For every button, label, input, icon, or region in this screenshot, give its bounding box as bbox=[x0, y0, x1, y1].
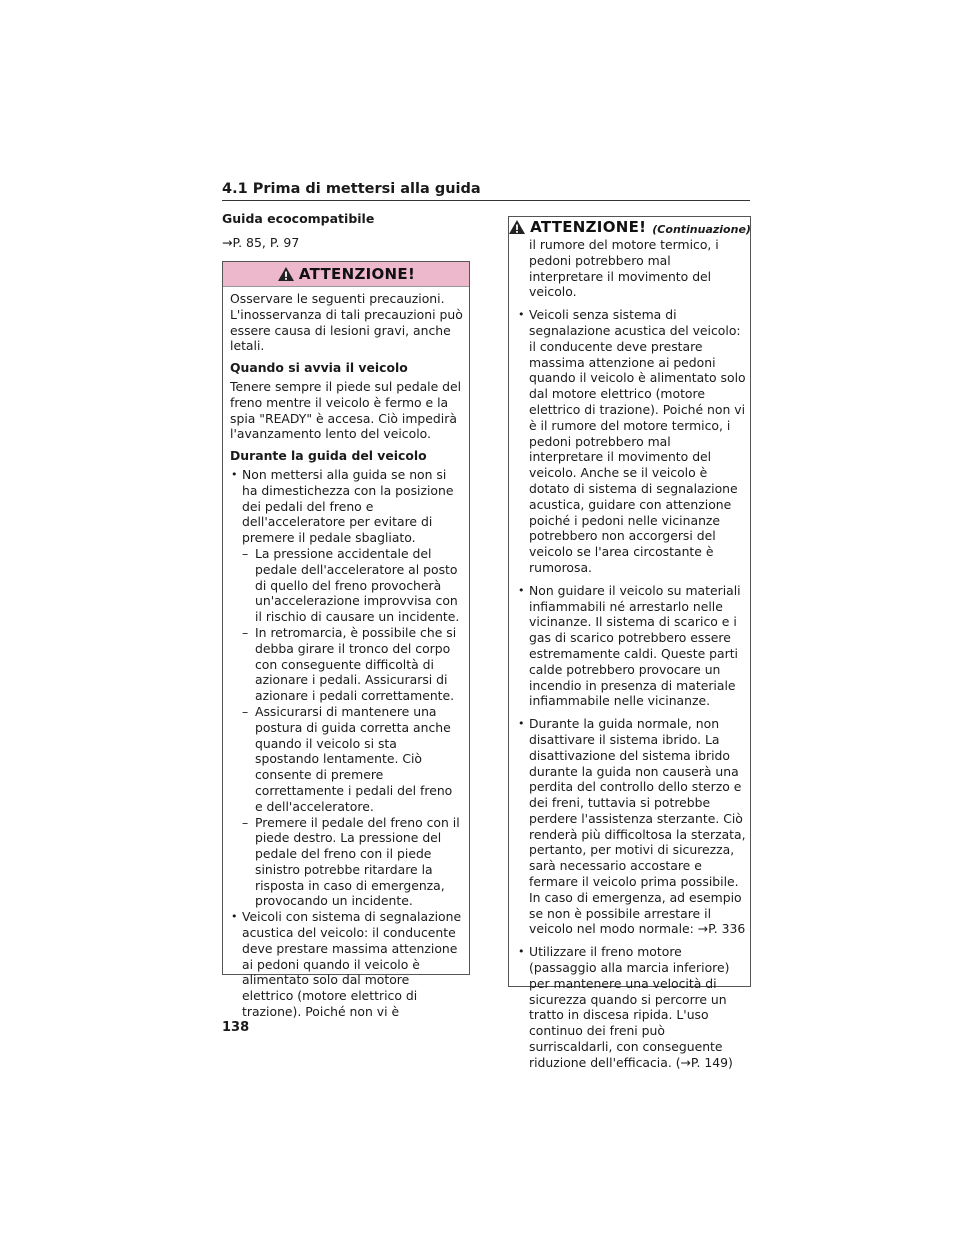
list-item: • Veicoli senza sistema di segnalazione acustica del veicolo: il conducente deve prestare massima attenzione ai pedoni quando il veicolo è alimentato solo dal motore elettrico (motore elettrico di trazione). Poiché non vi è il rumore del motore termico, i pedoni potrebbero mal interpretare il movimento del veicolo. Anche se il veicolo è dotato di sistema di segnalazione acustica, guidare con attenzione poiché i pedoni nelle vicinanze potrebbero non accorgersi del veicolo se l'area circostante è rumorosa. bbox=[517, 307, 746, 576]
dash-item: – In retromarcia, è possibile che si debba girare il tronco del corpo con conseguente difficoltà di azionare i pedali. Assicurarsi di azionare i pedali correttamente. bbox=[242, 625, 463, 704]
list-item: • Veicoli con sistema di segnalazione acustica del veicolo: il conducente deve prestare massima attenzione ai pedoni quando il veicolo è alimentato solo dal motore elettrico (motore elettrico di trazione). Poiché non vi è bbox=[230, 909, 463, 1020]
warning-body bbox=[509, 237, 750, 1082]
warning-intro: Osservare le seguenti precauzioni. L'inosservanza di tali precauzioni può essere causa di lesioni gravi, anche letali. bbox=[230, 291, 463, 354]
warning-icon bbox=[508, 219, 526, 235]
list-item: • Durante la guida normale, non disattivare il sistema ibrido. La disattivazione del sistema ibrido durante la guida non causerà una perdita del controllo dello sterzo e dei freni, tuttavia si potrebbe perdere l'assistenza sterzante. Ciò renderà più difficoltosa la sterzata, pertanto, per motivi di sicurezza, sarà necessario accostare e fermare il veicolo prima possibile. In caso di emergenza, ad esempio se non è possibile arrestare il veicolo nel modo normale: →P. 336 bbox=[517, 716, 746, 937]
list-item: • Non guidare il veicolo su materiali infiammabili né arrestarlo nelle vicinanze. Il sistema di scarico e i gas di scarico potrebbero essere estremamente caldi. Queste parti calde potrebbero provocare un incendio in presenza di materiale infiammabile nelle vicinanze. bbox=[517, 583, 746, 709]
subheading-driving: Durante la guida del veicolo bbox=[230, 448, 427, 464]
section-title: Guida ecocompatibile bbox=[222, 211, 375, 226]
bullet-list bbox=[230, 467, 463, 1020]
dash-item: – La pressione accidentale del pedale dell'acceleratore al posto di quello del freno provocherà un'accelerazione improvvisa con il rischio di causare un incidente. bbox=[242, 546, 463, 625]
page-reference: →P. 85, P. 97 bbox=[222, 235, 300, 250]
continuation-label: (Continuazione) bbox=[652, 222, 751, 236]
warning-icon bbox=[277, 266, 295, 282]
warning-header-continued bbox=[509, 217, 750, 237]
section-header-text: 4.1 Prima di mettersi alla guida bbox=[222, 181, 481, 197]
continued-text: il rumore del motore termico, i pedoni potrebbero mal interpretare il movimento del veicolo. bbox=[529, 237, 719, 300]
paragraph-start: Tenere sempre il piede sul pedale del freno mentre il veicolo è fermo e la spia "READY" è accesa. Ciò impedirà l'avanzamento lento del veicolo. bbox=[230, 378, 462, 442]
dash-item: – Premere il pedale del freno con il piede destro. La pressione del pedale del freno con il piede sinistro potrebbe ritardare la risposta in caso di emergenza, provocando un incidente. bbox=[242, 815, 463, 910]
dash-item: – Assicurarsi di mantenere una postura di guida corretta anche quando il veicolo si sta spostando lentamente. Ciò consente di premere correttamente i pedali del freno e dell'acceleratore. bbox=[242, 704, 463, 815]
warning-header bbox=[223, 262, 469, 287]
page-number: 138 bbox=[222, 1020, 250, 1035]
warning-title: ATTENZIONE! bbox=[298, 265, 416, 283]
subheading-start: Quando si avvia il veicolo bbox=[230, 360, 408, 376]
warning-title: ATTENZIONE! bbox=[530, 218, 647, 236]
warning-box-left bbox=[222, 261, 470, 1020]
section-header bbox=[222, 178, 750, 201]
warning-box-right bbox=[508, 216, 751, 1070]
bullet-list bbox=[517, 307, 746, 1070]
list-item-text: Non mettersi alla guida se non si ha dimestichezza con la posizione dei pedali del freno e dell'acceleratore per evitare di premere il pedale sbagliato. bbox=[242, 466, 454, 546]
dash-list bbox=[242, 546, 463, 909]
warning-body bbox=[223, 287, 469, 1024]
list-item bbox=[230, 467, 463, 909]
list-item: • Utilizzare il freno motore (passaggio alla marcia inferiore) per mantenere una velocità di sicurezza quando si percorre un tratto in discesa ripida. L'uso continuo dei freni può surriscaldarli, con conseguente riduzione dell'efficacia. (→P. 149) bbox=[517, 944, 746, 1070]
